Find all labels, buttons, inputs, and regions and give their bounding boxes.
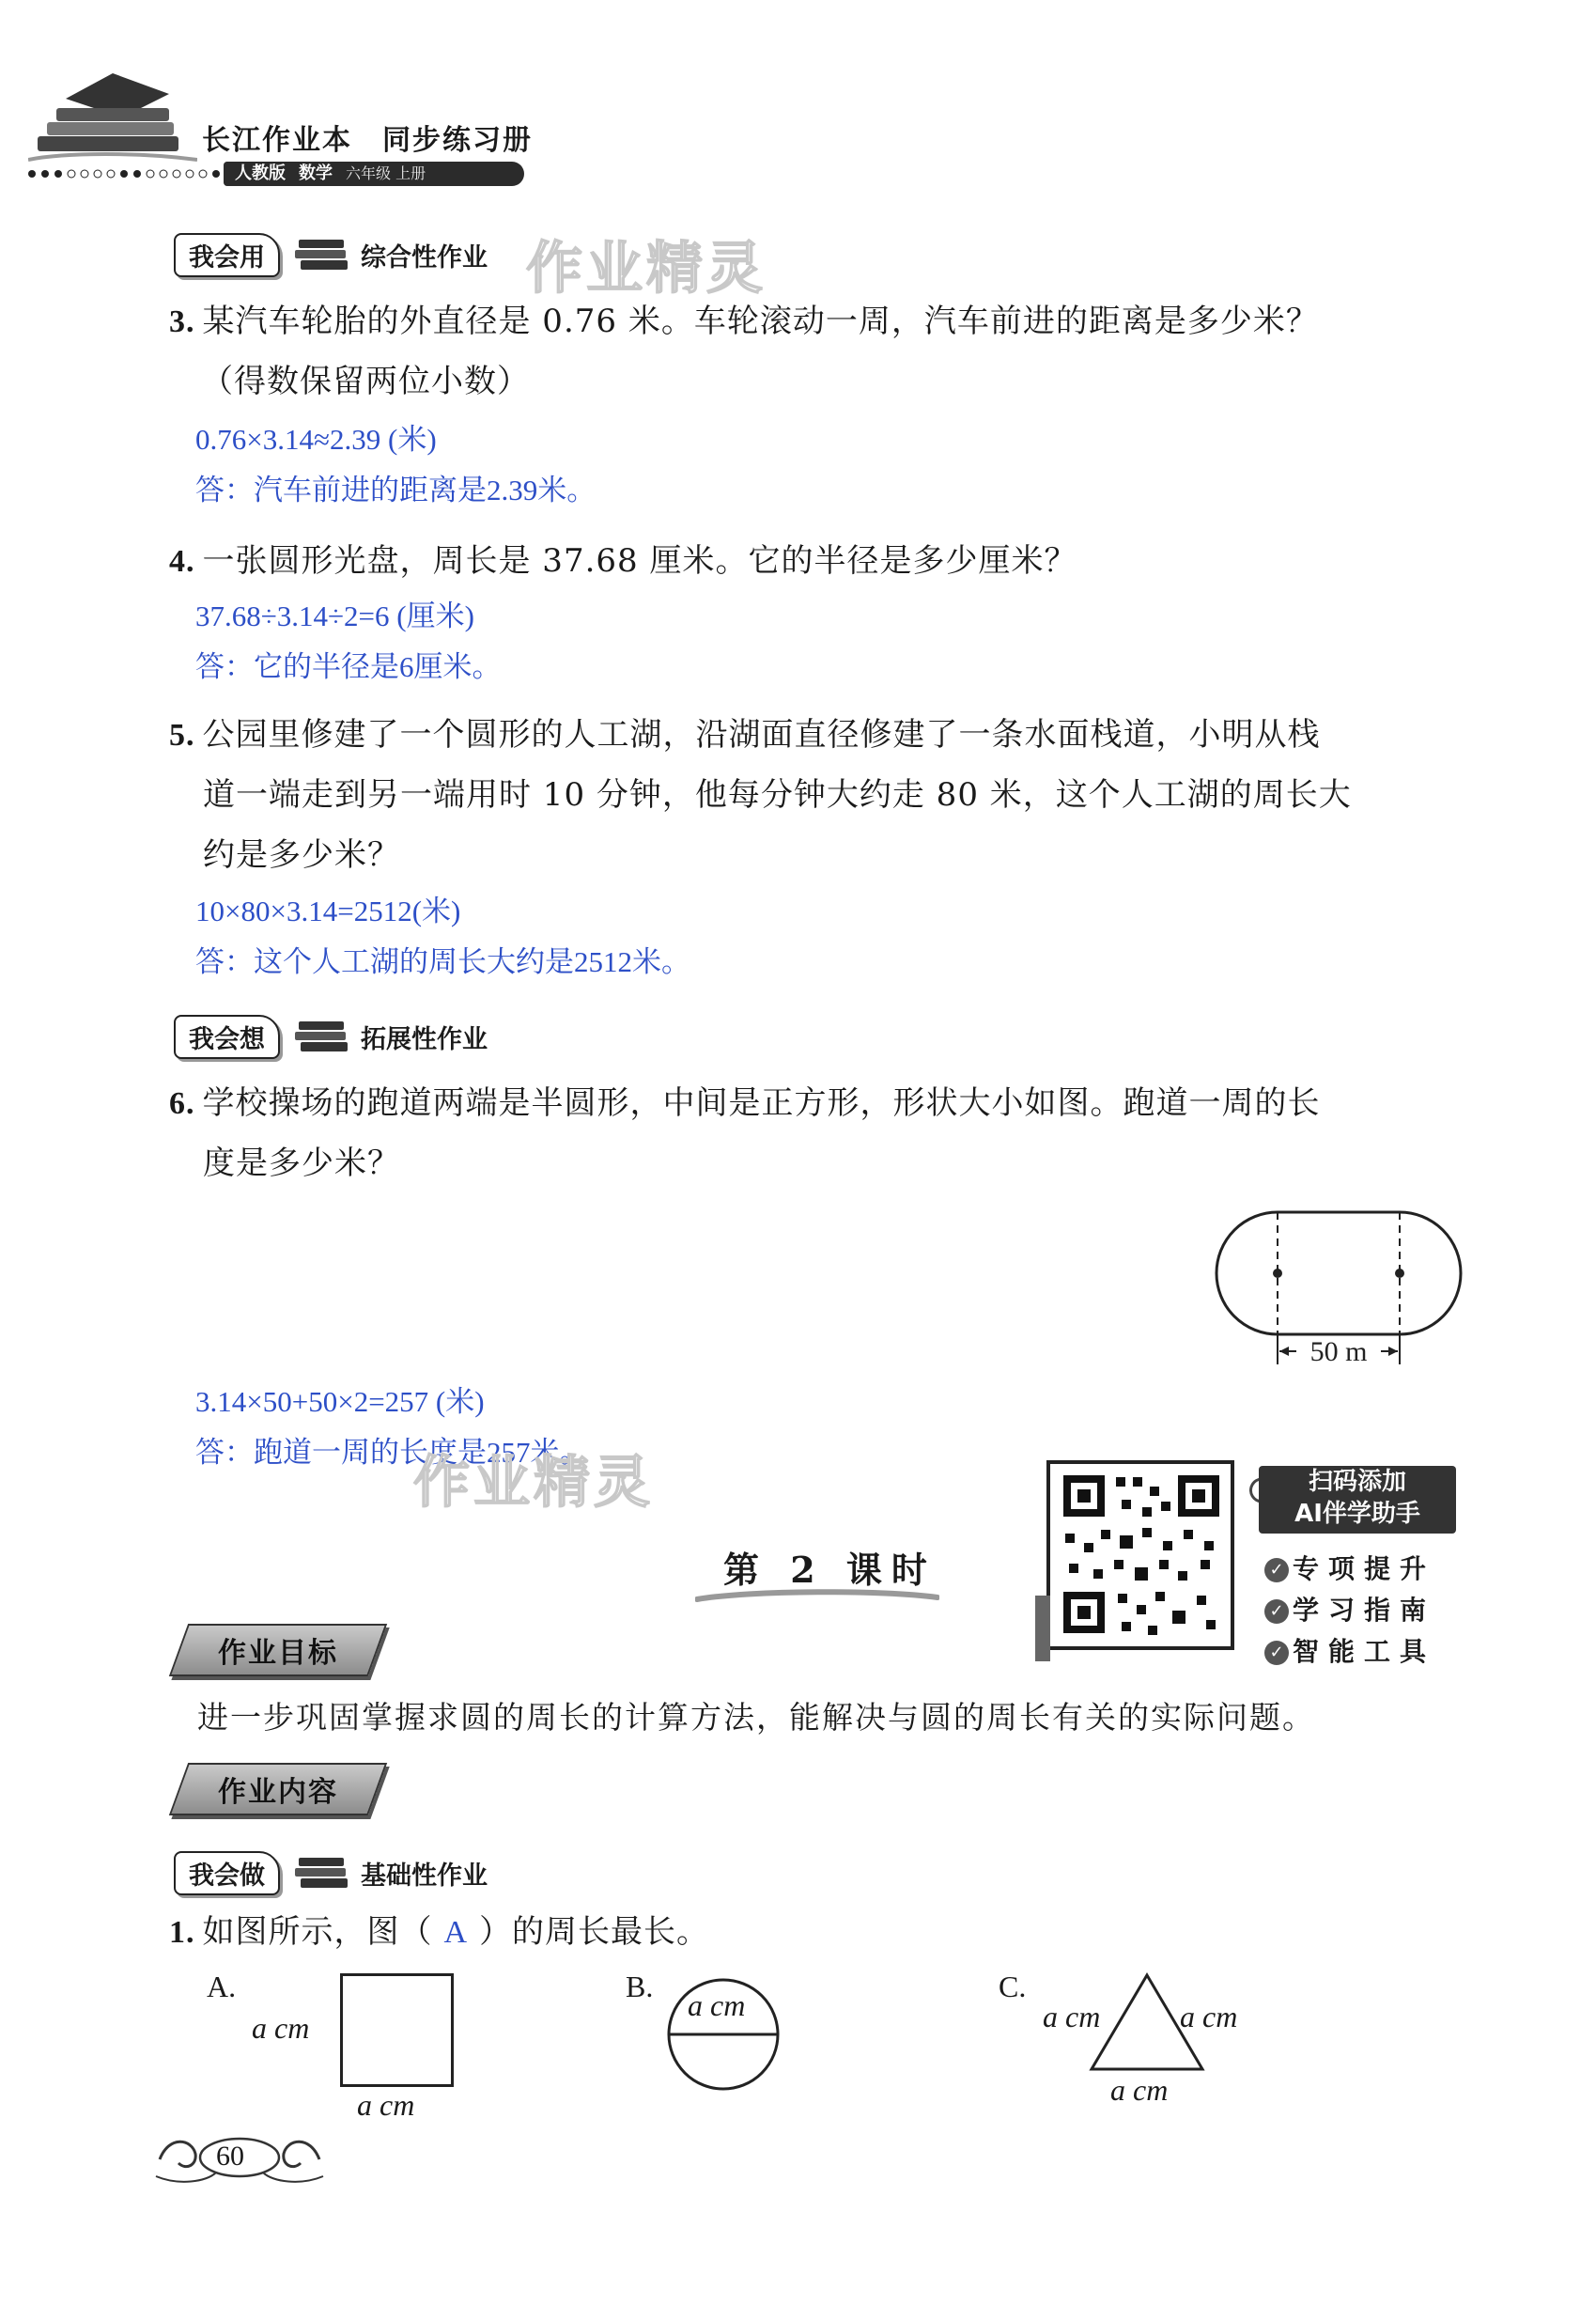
lesson-title-brush-decoration (695, 1588, 939, 1607)
section-label: 拓展性作业 (361, 1024, 488, 1054)
question-text: 公园里修建了一个圆形的人工湖，沿湖面直径修建了一条水面栈道，小明从栈 (202, 716, 1321, 754)
question-4 (169, 531, 1077, 592)
books-icon (293, 1854, 351, 1892)
goal-text: 进一步巩固掌握求圆的周长的计算方法，能解决与圆的周长有关的实际问题。 (197, 1699, 1315, 1736)
question-text: 学校操场的跑道两端是半圆形，中间是正方形，形状大小如图。跑道一周的长 (202, 1084, 1321, 1122)
header-title: 长江作业本 同步练习册 (202, 124, 533, 157)
qr-feature-item: ✓ 专项提升 (1264, 1549, 1435, 1586)
option-a-label: A. (207, 1970, 237, 2003)
lesson-title: 第 2 课时 (723, 1549, 937, 1591)
qr-title-line1: 扫码添加 (1308, 1468, 1406, 1496)
goal-banner-label: 作业目标 (218, 1637, 338, 1670)
answer-calc: 3.14×50+50×2=257 (米) (195, 1385, 485, 1418)
option-b-diameter-label: a cm (688, 1988, 746, 2022)
books-logo-icon (28, 66, 197, 169)
check-icon: ✓ (1264, 1641, 1289, 1665)
qr-title-badge (1259, 1466, 1456, 1534)
question-6 (169, 1073, 1321, 1134)
check-icon: ✓ (1264, 1599, 1289, 1624)
option-c-right-label: a cm (1180, 2000, 1238, 2033)
question-3-line2: （得数保留两位小数） (201, 363, 530, 400)
content-banner (178, 1763, 378, 1815)
page-number: 60 (216, 2141, 244, 2172)
header-dots-decoration (26, 167, 242, 180)
watermark: 作业精灵 (413, 1450, 654, 1516)
track-width-label: 50 m (1309, 1336, 1368, 1367)
running-track-figure (1212, 1203, 1475, 1372)
option-a-square (340, 1973, 454, 2087)
option-c-bottom-label: a cm (1110, 2073, 1169, 2107)
question-number: 4. (169, 544, 195, 579)
question-6-line2: 度是多少米？ (203, 1145, 400, 1182)
question-text: 某汽车轮胎的外直径是 0.76 米。车轮滚动一周，汽车前进的距离是多少米？ (202, 303, 1319, 340)
question-text-before: 如图所示，图（ (202, 1913, 433, 1951)
content-banner-label: 作业内容 (218, 1776, 338, 1809)
section-label: 基础性作业 (361, 1861, 488, 1891)
question-5-line2: 道一端走到另一端用时 10 分钟，他每分钟大约走 80 米，这个人工湖的周长大 (203, 776, 1352, 814)
goal-banner (178, 1624, 378, 1676)
grade-label: 六年级 上册 (346, 164, 426, 182)
answer-text: 答：汽车前进的距离是2.39米。 (195, 474, 597, 506)
question-5 (169, 705, 1321, 766)
section-tag-think (174, 1015, 488, 1058)
question-number: 5. (169, 718, 195, 753)
watermark: 作业精灵 (526, 236, 767, 302)
option-c-label: C. (999, 1970, 1027, 2003)
question-text-after: ）的周长最长。 (479, 1913, 710, 1951)
section-label: 综合性作业 (361, 242, 488, 273)
books-icon (293, 236, 351, 273)
section-tag-label: 我会想 (174, 1015, 280, 1059)
question-3 (169, 291, 1319, 352)
qr-feature-item: ✓ 学习指南 (1264, 1590, 1435, 1628)
qr-feature-item: ✓ 智能工具 (1264, 1631, 1435, 1669)
section-tag-do (174, 1851, 488, 1894)
question-1 (169, 1902, 709, 1963)
option-a-bottom-label: a cm (357, 2088, 415, 2122)
books-icon (293, 1018, 351, 1055)
question-number: 6. (169, 1086, 195, 1121)
question-5-line3: 约是多少米？ (203, 836, 400, 874)
question-1-answer: A (443, 1915, 469, 1950)
qr-title-line2: AI伴学助手 (1294, 1500, 1420, 1528)
answer-text: 答：跑道一周的长度是257米。 (195, 1436, 589, 1469)
question-text: 一张圆形光盘，周长是 37.68 厘米。它的半径是多少厘米？ (202, 542, 1077, 580)
answer-calc: 0.76×3.14≈2.39 (米) (195, 423, 437, 456)
answer-calc: 37.68÷3.14÷2=6 (厘米) (195, 600, 474, 632)
option-a-side-label: a cm (252, 2011, 310, 2045)
answer-text: 答：它的半径是6厘米。 (195, 650, 502, 683)
option-c-left-label: a cm (1043, 2000, 1101, 2033)
answer-text: 答：这个人工湖的周长大约是2512米。 (195, 945, 690, 978)
section-tag-apply (174, 233, 488, 276)
answer-calc: 10×80×3.14=2512(米) (195, 895, 461, 927)
section-tag-label: 我会用 (174, 233, 280, 277)
question-number: 3. (169, 304, 195, 339)
edition-label: 人教版 (235, 164, 286, 183)
subject-label: 数学 (299, 164, 333, 183)
header-edition-bar (224, 162, 524, 186)
question-number: 1. (169, 1915, 195, 1950)
section-tag-label: 我会做 (174, 1851, 280, 1895)
check-icon: ✓ (1264, 1558, 1289, 1582)
option-b-label: B. (626, 1970, 654, 2003)
